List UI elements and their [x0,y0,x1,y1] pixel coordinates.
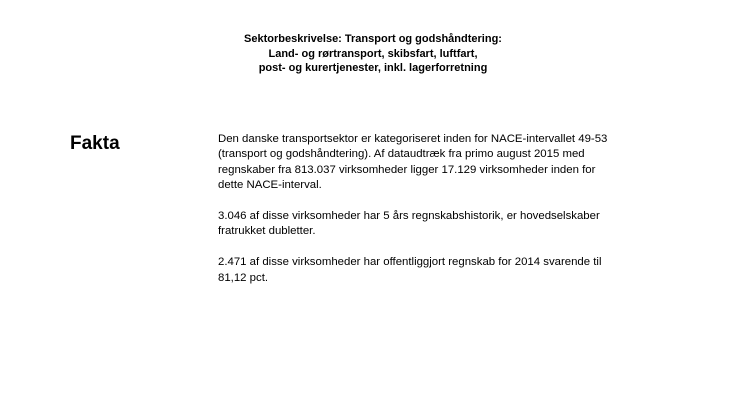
section-content [218,132,678,301]
paragraph-line: 2.471 af disse virksomheder har offentliggjort regnskab for 2014 svarende til [218,256,602,269]
paragraph-line: dette NACE-interval. [218,179,322,192]
paragraph-accounting-history [218,209,678,240]
paragraph-line: (transport og godshåndtering). Af dataudtræk fra primo august 2015 med [218,148,585,161]
section-heading-fakta: Fakta [70,133,120,154]
document-title [0,32,746,76]
paragraph-sector-description [218,132,678,194]
paragraph-line: regnskaber fra 813.037 virksomheder ligger 17.129 virksomheder inden for [218,163,596,176]
paragraph-published-accounts [218,255,678,286]
paragraph-line: 3.046 af disse virksomheder har 5 års regnskabshistorik, er hovedselskaber [218,210,600,223]
paragraph-line: 81,12 pct. [218,271,269,284]
title-line-2: Land- og rørtransport, skibsfart, luftfart, [268,47,478,60]
title-line-3: post- og kurertjenester, inkl. lagerforretning [258,62,488,74]
title-line-1: Sektorbeskrivelse: Transport og godshåndtering: [244,33,502,45]
paragraph-line: fratrukket dubletter. [218,225,316,238]
paragraph-line: Den danske transportsektor er kategoriseret inden for NACE-intervallet 49-53 [218,133,608,145]
